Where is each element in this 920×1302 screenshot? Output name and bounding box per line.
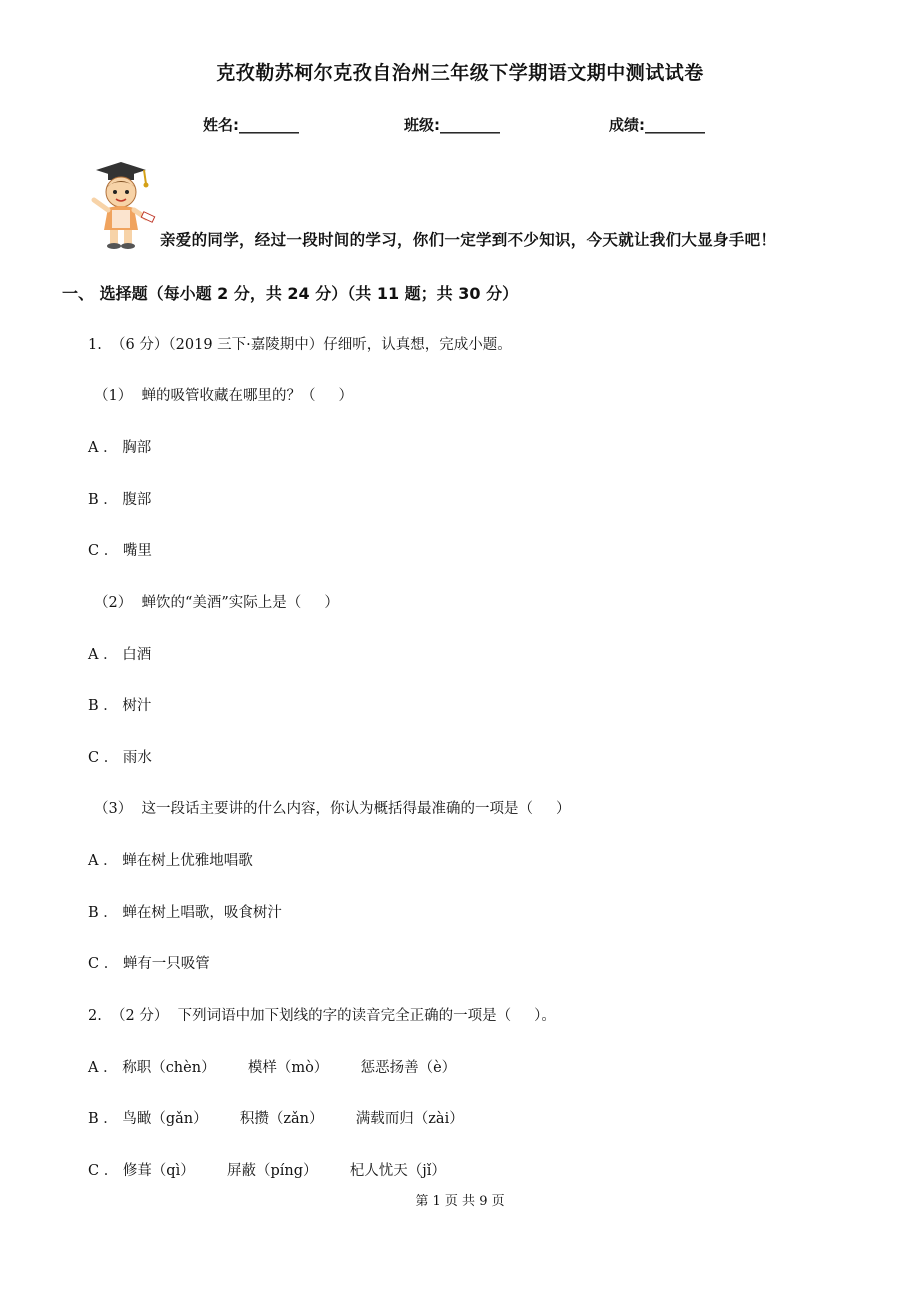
question-1-stem: 1. （6 分）（2019 三下·嘉陵期中）仔细听，认真想，完成小题。: [88, 337, 512, 353]
question-1-3-option-a: A ． 蝉在树上优雅地唱歌: [88, 853, 253, 869]
question-1-2-option-b: B ． 树汁: [88, 698, 152, 714]
question-1-3-option-b: B ． 蝉在树上唱歌，吸食树汁: [88, 905, 282, 921]
question-1-3-option-c: C ． 蝉有一只吸管: [88, 956, 210, 972]
name-field-label: 姓名:________: [203, 116, 299, 134]
question-2-option-c: C ． 修葺（qì） 屏蔽（píng） 杞人忧天（jǐ）: [88, 1163, 446, 1179]
question-1-sub-2: （2） 蝉饮的“美酒”实际上是（ ）: [94, 595, 339, 611]
section-heading: 一、 选择题（每小题 2 分，共 24 分）（共 11 题；共 30 分）: [62, 284, 519, 303]
question-1-2-option-a: A ． 白酒: [88, 647, 152, 663]
question-1-sub-1: （1） 蝉的吸管收藏在哪里的？（ ）: [94, 388, 353, 404]
question-2-stem: 2. （2 分） 下列词语中加下划线的字的读音完全正确的一项是（ ）。: [88, 1008, 556, 1024]
question-1-1-option-a: A ． 胸部: [88, 440, 152, 456]
question-2-option-b: B ． 鸟瞰（gǎn） 积攒（zǎn） 满载而归（zài）: [88, 1111, 464, 1127]
class-field-label: 班级:________: [404, 116, 500, 134]
question-1-2-option-c: C ． 雨水: [88, 750, 152, 766]
question-1-1-option-c: C ． 嘴里: [88, 543, 152, 559]
question-2-option-a: A ． 称职（chèn） 模样（mò） 惩恶扬善（è）: [88, 1060, 457, 1076]
question-1-sub-3: （3） 这一段话主要讲的什么内容，你认为概括得最准确的一项是（ ）: [94, 801, 571, 817]
student-mascot-icon: [86, 160, 156, 250]
page-footer: 第 1 页 共 9 页: [415, 1194, 505, 1209]
question-1-1-option-b: B ． 腹部: [88, 492, 152, 508]
score-field-label: 成绩:________: [609, 116, 705, 134]
page-title: 克孜勒苏柯尔克孜自治州三年级下学期语文期中测试试卷: [216, 62, 704, 84]
greeting-text: 亲爱的同学，经过一段时间的学习，你们一定学到不少知识，今天就让我们大显身手吧！: [160, 231, 777, 249]
